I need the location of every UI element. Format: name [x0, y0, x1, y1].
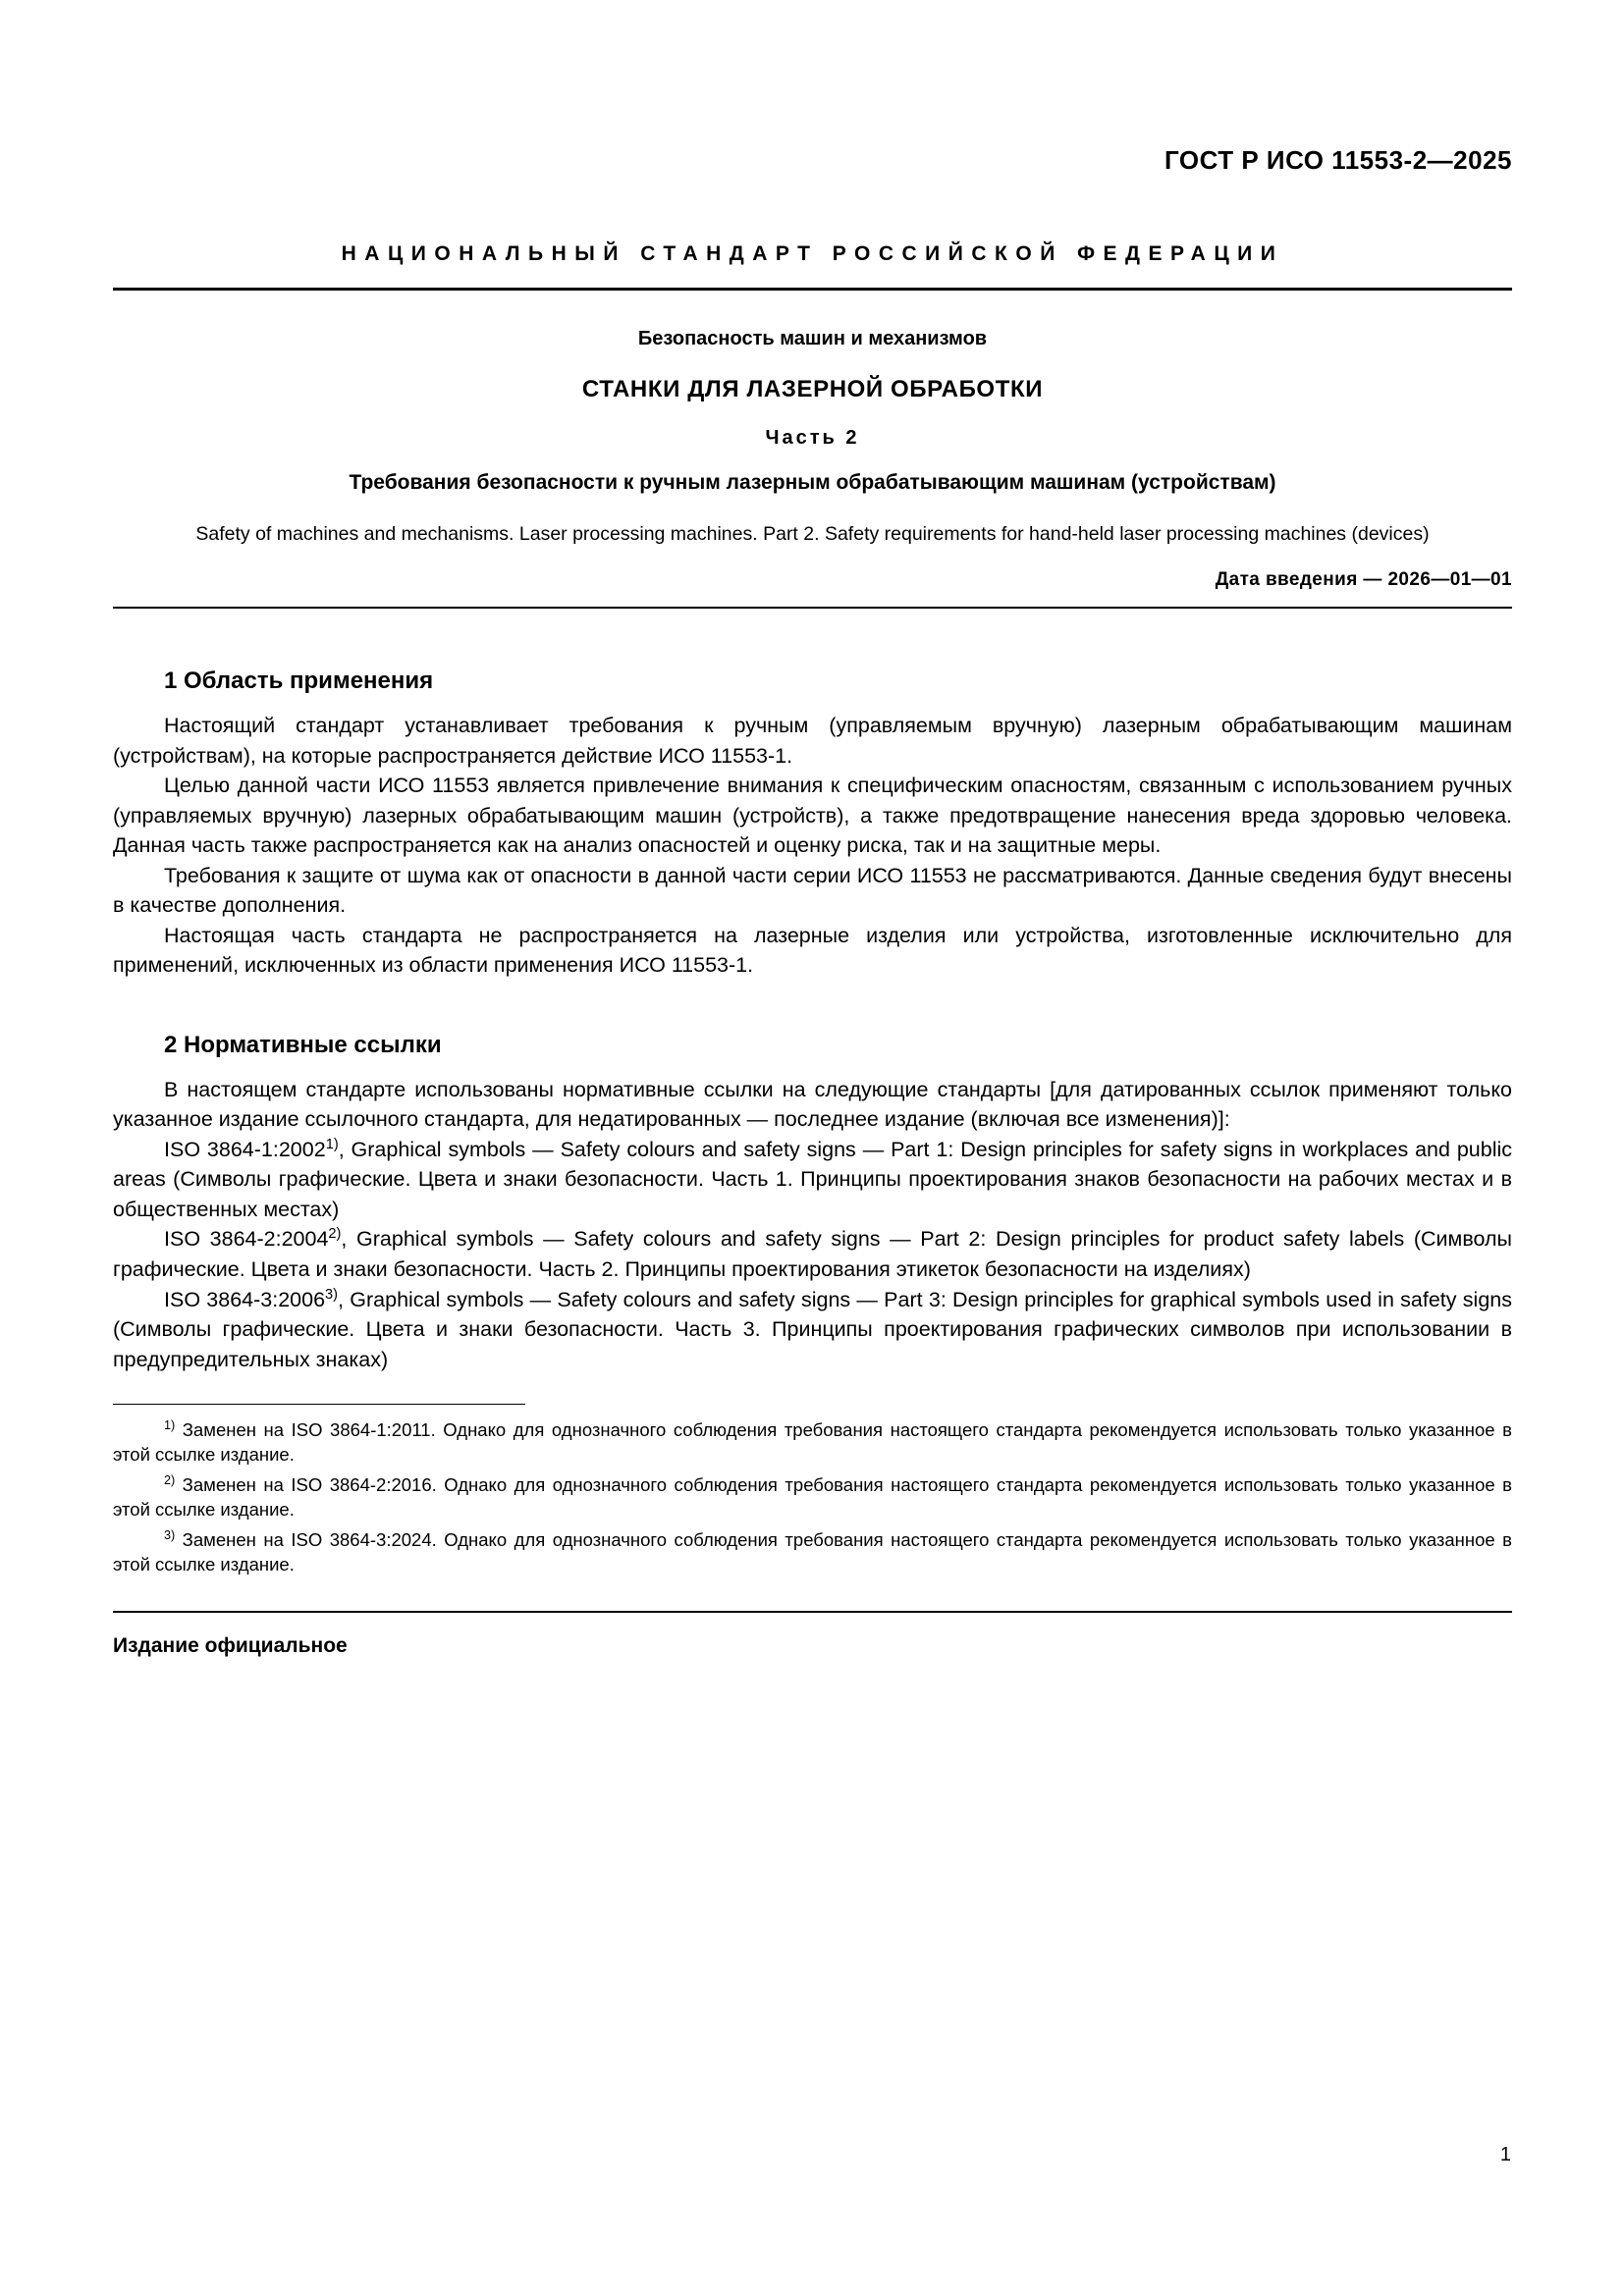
footnote-1-marker: 1) — [164, 1417, 176, 1432]
footnote-2-text: Заменен на ISO 3864-2:2016. Однако для однозначного соблюдения требования настоящего стандарта рекомендуется использовать только указанное в этой ссылке издание. — [113, 1474, 1512, 1520]
footnote-1-text: Заменен на ISO 3864-1:2011. Однако для однозначного соблюдения требования настоящего стандарта рекомендуется использовать только указанное в этой ссылке издание. — [113, 1419, 1512, 1466]
title-part-number: Часть 2 — [765, 427, 860, 449]
reference-item-2 — [113, 1224, 1512, 1284]
reference-1-footnote-marker: 1) — [325, 1136, 339, 1152]
scope-paragraph-3: Требования к защите от шума как от опасности в данной части серии ИСО 11553 не рассматриваются. Данные сведения будут внесены в качестве дополнения. — [113, 863, 1512, 918]
page-title: СТАНКИ ДЛЯ ЛАЗЕРНОЙ ОБРАБОТКИ — [581, 376, 1044, 402]
scope-paragraph-4: Настоящая часть стандарта не распространяется на лазерные изделия или устройства, изготовленные исключительно для применений, исключенных из области применения ИСО 11553-1. — [113, 923, 1512, 978]
references-intro: В настоящем стандарте использованы нормативные ссылки на следующие стандарты [для датированных ссылок применяют только указанное издание ссылочного стандарта, для недатированных — последнее издание (включая все изменения)]: — [113, 1077, 1512, 1132]
footer-official-edition: Издание официальное — [113, 1633, 348, 1657]
reference-3-footnote-marker: 3) — [325, 1286, 339, 1303]
footnote-3-text: Заменен на ISO 3864-3:2024. Однако для однозначного соблюдения требования настоящего стандарта рекомендуется использовать только указанное в этой ссылке издание. — [113, 1528, 1512, 1575]
reference-2-footnote-marker: 2) — [328, 1226, 342, 1243]
header-rule-thick — [113, 288, 1512, 291]
title-block — [113, 328, 1512, 548]
national-standard-line: НАЦИОНАЛЬНЫЙ СТАНДАРТ РОССИЙСКОЙ ФЕДЕРАЦИИ — [341, 242, 1284, 265]
document-code: ГОСТ Р ИСО 11553-2—2025 — [1164, 145, 1512, 175]
title-subject: Безопасность машин и механизмов — [637, 328, 988, 349]
page-number: 1 — [1499, 2144, 1511, 2165]
reference-2-text: , Graphical symbols — Safety colours and safety signs — Part 2: Design principles for product safety labels (Символы графические. Цвета и знаки безопасности. Часть 2. Принципы проектирования этикеток безопасности на изделиях) — [113, 1227, 1512, 1281]
introduction-date: Дата введения — 2026—01—01 — [1215, 569, 1512, 591]
reference-1-text: , Graphical symbols — Safety colours and safety signs — Part 1: Design principles for safety signs in workplaces and public areas (Символы графические. Цвета и знаки безопасности. Часть 1. Принципы проектирования знаков безопасности на рабочих местах и в общественных местах) — [113, 1137, 1513, 1221]
header-rule-thin — [113, 607, 1512, 609]
reference-item-3 — [113, 1285, 1512, 1375]
reference-3-code: ISO 3864-3:2006 — [164, 1287, 326, 1311]
footnote-2-marker: 2) — [164, 1472, 176, 1487]
section-heading-scope: 1 Область применения — [164, 667, 434, 695]
reference-item-1 — [113, 1135, 1512, 1225]
scope-paragraph-1: Настоящий стандарт устанавливает требования к ручным (управляемым вручную) лазерным обрабатывающим машинам (устройствам), на которые распространяется действие ИСО 11553-1. — [113, 714, 1512, 768]
footnote-3 — [113, 1528, 1512, 1577]
footnote-2 — [113, 1473, 1512, 1522]
reference-2-code: ISO 3864-2:2004 — [164, 1227, 329, 1252]
title-part-name: Требования безопасности к ручным лазерным обрабатывающим машинам (устройствам) — [349, 471, 1276, 494]
section-heading-references: 2 Нормативные ссылки — [164, 1031, 442, 1058]
page-content — [113, 0, 1512, 1658]
footer-rule — [113, 1611, 1512, 1613]
footnote-3-marker: 3) — [164, 1527, 176, 1542]
reference-3-text: , Graphical symbols — Safety colours and safety signs — Part 3: Design principles for graphical symbols used in safety signs (Символы графические. Цвета и знаки безопасности. Часть 3. Принципы проектирования графических символов при использовании в предупредительных знаках) — [113, 1287, 1512, 1371]
reference-1-code: ISO 3864-1:2002 — [164, 1137, 326, 1161]
title-english: Safety of machines and mechanisms. Laser processing machines. Part 2. Safety requirements for hand-held laser processing machines (devices) — [195, 523, 1430, 545]
footnote-1 — [113, 1418, 1512, 1468]
footnote-separator — [113, 1404, 525, 1405]
scope-paragraph-2: Целью данной части ИСО 11553 является привлечение внимания к специфическим опасностям, связанным с использованием ручных (управляемых вручную) лазерных обрабатывающим машин (устройств), а также предотвращение нанесения вреда здоровью человека. Данная часть также распространяется как на анализ опасностей и оценку риска, так и на защитные меры. — [113, 774, 1512, 858]
